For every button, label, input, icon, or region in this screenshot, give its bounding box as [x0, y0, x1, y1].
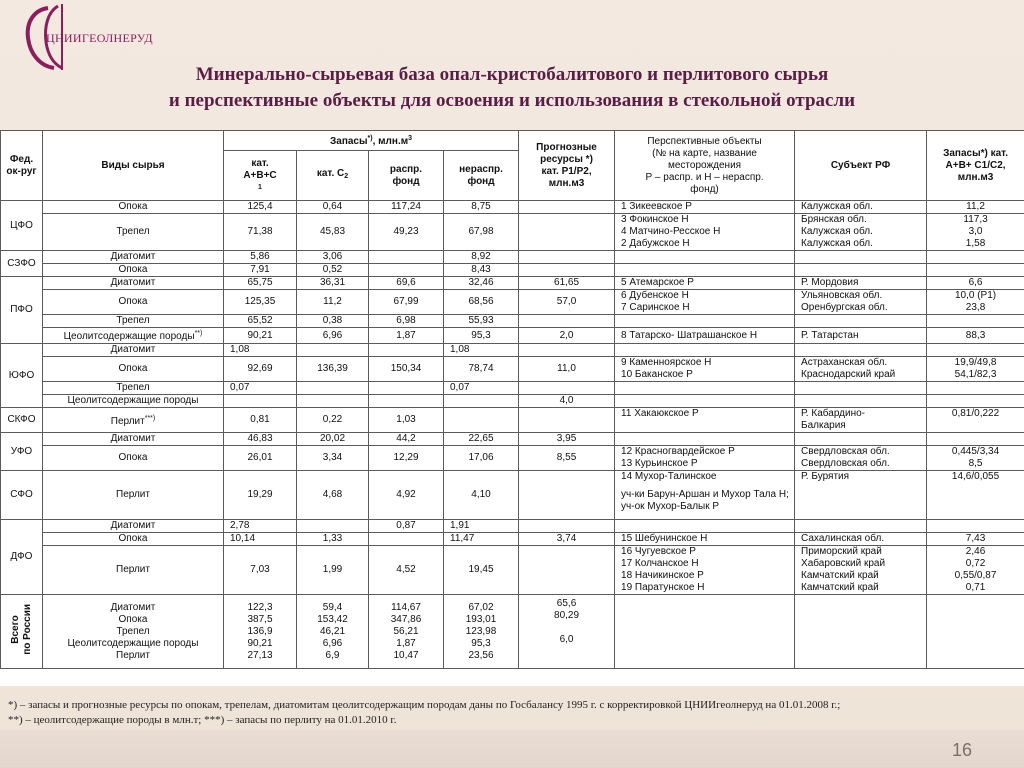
obj-reserves-cell [927, 251, 1024, 264]
objects-cell: 6 Дубенское Н 7 Саринское Н [615, 290, 795, 315]
abc-cell: 125,35 [224, 290, 297, 315]
obj-reserves-cell [927, 264, 1024, 277]
table-row [1, 344, 1024, 357]
header-distr: распр. фонд [369, 151, 444, 201]
distr-cell [369, 395, 444, 408]
distr-cell: 1,87 [369, 328, 444, 344]
undistr-cell: 32,46 [444, 277, 519, 290]
type-cell: Трепел [43, 382, 224, 395]
forecast-cell [519, 471, 615, 520]
reserves-table [0, 130, 1024, 669]
c2-cell: 45,83 [297, 214, 369, 251]
obj-reserves-cell [927, 433, 1024, 446]
forecast-cell: 4,0 [519, 395, 615, 408]
subject-cell: Калужская обл. [795, 201, 927, 214]
undistr-cell: 78,74 [444, 357, 519, 382]
forecast-cell [519, 408, 615, 433]
undistr-cell: 68,56 [444, 290, 519, 315]
c2-cell: 1,99 [297, 546, 369, 595]
total-label-cell [1, 595, 43, 669]
obj-reserves-cell: 88,3 [927, 328, 1024, 344]
table-row [1, 201, 1024, 214]
objects-cell: 15 Шебунинское Н [615, 533, 795, 546]
footnote-2: **) – цеолитсодержащие породы в млн.т; ***) – запасы по перлиту на 01.01.2010 г. [8, 714, 397, 726]
abc-cell: 2,78 [224, 520, 297, 533]
abc-cell: 0,81 [224, 408, 297, 433]
objects-cell: 12 Красногвардейское Р 13 Курьинское Р [615, 446, 795, 471]
header-subject: Субъект РФ [795, 131, 927, 201]
distr-cell [369, 251, 444, 264]
forecast-cell [519, 264, 615, 277]
c2-cell [297, 395, 369, 408]
type-cell: Диатомит Опока Трепел Цеолитсодержащие породы Перлит [43, 595, 224, 669]
table-row [1, 533, 1024, 546]
subject-cell [795, 264, 927, 277]
c2-cell: 6,96 [297, 328, 369, 344]
forecast-cell: 65,6 80,29 6,0 [519, 595, 615, 669]
objects-cell [615, 433, 795, 446]
c2-cell: 0,38 [297, 315, 369, 328]
forecast-cell: 57,0 [519, 290, 615, 315]
distr-cell: 117,24 [369, 201, 444, 214]
subject-cell [795, 595, 927, 669]
objects-cell [615, 315, 795, 328]
page-number: 16 [951, 740, 972, 760]
c2-cell [297, 344, 369, 357]
subject-cell [795, 520, 927, 533]
table-row [1, 471, 1024, 520]
c2-cell [297, 520, 369, 533]
table-row [1, 214, 1024, 251]
objects-cell: 3 Фокинское Н 4 Матчино-Ресское Н 2 Дабужское Н [615, 214, 795, 251]
abc-cell: 0,07 [224, 382, 297, 395]
header-objects: Перспективные объекты (№ на карте, название месторождения Р – распр. и Н – нераспр. фонд) [615, 131, 795, 201]
type-cell: Опока [43, 446, 224, 471]
abc-cell: 1,08 [224, 344, 297, 357]
type-cell: Опока [43, 290, 224, 315]
forecast-cell: 2,0 [519, 328, 615, 344]
type-cell: Трепел [43, 315, 224, 328]
header-obj-reserves: Запасы*) кат. А+В+ С1/С2, млн.м3 [927, 131, 1024, 201]
district-cell: ДФО [1, 520, 43, 595]
subject-cell: Сахалинская обл. [795, 533, 927, 546]
forecast-cell [519, 315, 615, 328]
abc-cell: 71,38 [224, 214, 297, 251]
undistr-cell: 67,02 193,01 123,98 95,3 23,56 [444, 595, 519, 669]
footnotes [8, 698, 1016, 728]
c2-cell: 0,52 [297, 264, 369, 277]
abc-cell: 19,29 [224, 471, 297, 520]
type-cell: Диатомит [43, 277, 224, 290]
objects-cell [615, 595, 795, 669]
distr-cell [369, 264, 444, 277]
abc-cell: 46,83 [224, 433, 297, 446]
obj-reserves-cell [927, 382, 1024, 395]
abc-cell: 10,14 [224, 533, 297, 546]
subject-cell: Приморский край Хабаровский край Камчатский край Камчатский край [795, 546, 927, 595]
abc-cell: 125,4 [224, 201, 297, 214]
c2-cell: 11,2 [297, 290, 369, 315]
forecast-cell: 8,55 [519, 446, 615, 471]
table-row [1, 290, 1024, 315]
distr-cell: 67,99 [369, 290, 444, 315]
subject-cell: Астраханская обл. Краснодарский край [795, 357, 927, 382]
objects-cell: 8 Татарско- Шатрашанское Н [615, 328, 795, 344]
distr-cell: 49,23 [369, 214, 444, 251]
district-cell: ЦФО [1, 201, 43, 251]
abc-cell: 90,21 [224, 328, 297, 344]
forecast-cell: 3,74 [519, 533, 615, 546]
type-cell: Опока [43, 201, 224, 214]
table-row [1, 546, 1024, 595]
district-cell: СФО [1, 471, 43, 520]
forecast-cell [519, 344, 615, 357]
subject-cell: Р. Мордовия [795, 277, 927, 290]
c2-cell: 36,31 [297, 277, 369, 290]
obj-reserves-cell: 117,3 3,0 1,58 [927, 214, 1024, 251]
total-label: Всего по России [9, 604, 33, 655]
undistr-cell: 8,92 [444, 251, 519, 264]
undistr-cell: 4,10 [444, 471, 519, 520]
reserves-table-container [0, 130, 1024, 686]
distr-cell: 69,6 [369, 277, 444, 290]
undistr-cell: 1,08 [444, 344, 519, 357]
subject-cell: Свердловская обл. Свердловская обл. [795, 446, 927, 471]
undistr-cell: 17,06 [444, 446, 519, 471]
obj-reserves-cell: 10,0 (P1) 23,8 [927, 290, 1024, 315]
obj-reserves-cell: 19,9/49,8 54,1/82,3 [927, 357, 1024, 382]
abc-cell: 7,91 [224, 264, 297, 277]
title-line-1: Минерально-сырьевая база опал-кристобалитового и перлитового сырья [195, 64, 829, 85]
objects-cell: 14 Мухор-Талинское уч-ки Барун-Аршан и Мухор Тала Н; уч-ок Мухор-Балык Р [615, 471, 795, 520]
distr-cell [369, 344, 444, 357]
objects-cell [615, 344, 795, 357]
district-cell: СКФО [1, 408, 43, 433]
distr-cell: 1,03 [369, 408, 444, 433]
table-row-total [1, 595, 1024, 669]
table-row [1, 446, 1024, 471]
abc-cell: 65,75 [224, 277, 297, 290]
obj-reserves-cell: 14,6/0,055 [927, 471, 1024, 520]
c2-cell: 1,33 [297, 533, 369, 546]
footnote-1: *) – запасы и прогнозные ресурсы по опокам, трепелам, диатомитам цеолитсодержащим породам даны по Госбалансу 1995 г. с корректировкой ЦНИИгеолнеруд на 01.01.2008 г.; [8, 699, 841, 711]
distr-cell: 12,29 [369, 446, 444, 471]
header-cat-abc: кат. А+В+С 1 [224, 151, 297, 201]
header-undistr: нераспр. фонд [444, 151, 519, 201]
undistr-cell [444, 408, 519, 433]
subject-cell [795, 433, 927, 446]
objects-cell: 16 Чугуевское Р 17 Колчанское Н 18 Начикинское Р 19 Паратунское Н [615, 546, 795, 595]
undistr-cell: 1,91 [444, 520, 519, 533]
c2-cell: 136,39 [297, 357, 369, 382]
obj-reserves-cell [927, 595, 1024, 669]
obj-reserves-cell: 2,46 0,72 0,55/0,87 0,71 [927, 546, 1024, 595]
abc-cell: 65,52 [224, 315, 297, 328]
type-cell: Диатомит [43, 520, 224, 533]
obj-reserves-cell: 6,6 [927, 277, 1024, 290]
forecast-cell: 3,95 [519, 433, 615, 446]
subject-cell [795, 344, 927, 357]
abc-cell: 122,3 387,5 136,9 90,21 27,13 [224, 595, 297, 669]
subject-cell: Ульяновская обл. Оренбургская обл. [795, 290, 927, 315]
subject-cell [795, 395, 927, 408]
header-fed: Фед. ок-руг [1, 131, 43, 201]
district-cell: СЗФО [1, 251, 43, 277]
subject-cell [795, 251, 927, 264]
type-cell: Перлит [43, 471, 224, 520]
forecast-cell: 11,0 [519, 357, 615, 382]
abc-cell: 5,86 [224, 251, 297, 264]
subject-cell [795, 315, 927, 328]
c2-cell: 0,64 [297, 201, 369, 214]
undistr-cell [444, 395, 519, 408]
forecast-cell [519, 201, 615, 214]
c2-cell [297, 382, 369, 395]
undistr-cell: 22,65 [444, 433, 519, 446]
c2-cell: 4,68 [297, 471, 369, 520]
distr-cell: 44,2 [369, 433, 444, 446]
type-cell: Перлит [43, 546, 224, 595]
abc-cell: 92,69 [224, 357, 297, 382]
objects-cell: 9 Каменноярское Н 10 Баканское Р [615, 357, 795, 382]
table-row [1, 315, 1024, 328]
distr-cell: 0,87 [369, 520, 444, 533]
table-row [1, 328, 1024, 344]
obj-reserves-cell: 11,2 [927, 201, 1024, 214]
undistr-cell: 0,07 [444, 382, 519, 395]
forecast-cell [519, 382, 615, 395]
type-cell: Цеолитсодержащие породы [43, 395, 224, 408]
objects-cell [615, 264, 795, 277]
undistr-cell: 55,93 [444, 315, 519, 328]
obj-reserves-cell [927, 315, 1024, 328]
type-cell: Цеолитсодержащие породы**) [43, 328, 224, 344]
abc-cell: 26,01 [224, 446, 297, 471]
undistr-cell: 8,75 [444, 201, 519, 214]
district-cell: ПФО [1, 277, 43, 344]
forecast-cell [519, 214, 615, 251]
obj-reserves-cell [927, 344, 1024, 357]
type-cell: Трепел [43, 214, 224, 251]
table-row [1, 520, 1024, 533]
distr-cell: 150,34 [369, 357, 444, 382]
distr-cell [369, 533, 444, 546]
objects-cell [615, 382, 795, 395]
type-cell: Опока [43, 533, 224, 546]
abc-cell [224, 395, 297, 408]
forecast-cell [519, 546, 615, 595]
forecast-cell [519, 520, 615, 533]
district-cell: УФО [1, 433, 43, 471]
type-cell: Перлит***) [43, 408, 224, 433]
table-row [1, 357, 1024, 382]
distr-cell: 4,92 [369, 471, 444, 520]
undistr-cell: 95,3 [444, 328, 519, 344]
undistr-cell: 67,98 [444, 214, 519, 251]
logo-text: ЦНИИГЕОЛНЕРУД [46, 31, 153, 45]
undistr-cell: 19,45 [444, 546, 519, 595]
subject-cell: Р. Кабардино- Балкария [795, 408, 927, 433]
distr-cell: 6,98 [369, 315, 444, 328]
obj-reserves-cell [927, 520, 1024, 533]
obj-reserves-cell: 0,445/3,34 8,5 [927, 446, 1024, 471]
table-row [1, 382, 1024, 395]
type-cell: Опока [43, 264, 224, 277]
type-cell: Диатомит [43, 344, 224, 357]
obj-reserves-cell: 0,81/0,222 [927, 408, 1024, 433]
objects-cell [615, 251, 795, 264]
type-cell: Опока [43, 357, 224, 382]
table-row [1, 277, 1024, 290]
objects-cell: 11 Хакаюкское Р [615, 408, 795, 433]
subject-cell [795, 382, 927, 395]
objects-cell [615, 520, 795, 533]
c2-cell: 20,02 [297, 433, 369, 446]
objects-cell: 1 Зикеевское Р [615, 201, 795, 214]
distr-cell: 114,67 347,86 56,21 1,87 10,47 [369, 595, 444, 669]
objects-cell [615, 395, 795, 408]
abc-cell: 7,03 [224, 546, 297, 595]
title-line-2: и перспективные объекты для освоения и использования в стекольной отрасли [168, 90, 856, 111]
footer-bar [0, 730, 1024, 768]
table-row [1, 251, 1024, 264]
slide-title [40, 62, 984, 114]
distr-cell: 4,52 [369, 546, 444, 595]
district-cell: ЮФО [1, 344, 43, 408]
c2-cell: 3,06 [297, 251, 369, 264]
header-cat-c2: кат. $С_2$ [297, 151, 369, 201]
c2-cell: 0,22 [297, 408, 369, 433]
undistr-cell: 8,43 [444, 264, 519, 277]
subject-cell: Брянская обл. Калужская обл. Калужская обл. [795, 214, 927, 251]
undistr-cell: 11,47 [444, 533, 519, 546]
table-row [1, 395, 1024, 408]
obj-reserves-cell: 7,43 [927, 533, 1024, 546]
c2-cell: 3,34 [297, 446, 369, 471]
table-row [1, 433, 1024, 446]
table-row [1, 264, 1024, 277]
distr-cell [369, 382, 444, 395]
table-row [1, 408, 1024, 433]
subject-cell: Р. Бурятия [795, 471, 927, 520]
subject-cell: Р. Татарстан [795, 328, 927, 344]
c2-cell: 59,4 153,42 46,21 6,96 6,9 [297, 595, 369, 669]
header-forecast: Прогнозные ресурсы *) кат. P1/P2, млн.м3 [519, 131, 615, 201]
header-types: Виды сырья [43, 131, 224, 201]
objects-cell: 5 Атемарское Р [615, 277, 795, 290]
forecast-cell: 61,65 [519, 277, 615, 290]
forecast-cell [519, 251, 615, 264]
type-cell: Диатомит [43, 433, 224, 446]
type-cell: Диатомит [43, 251, 224, 264]
obj-reserves-cell [927, 395, 1024, 408]
header-reserves: Запасы*), $млн.м^3$ [224, 131, 519, 151]
